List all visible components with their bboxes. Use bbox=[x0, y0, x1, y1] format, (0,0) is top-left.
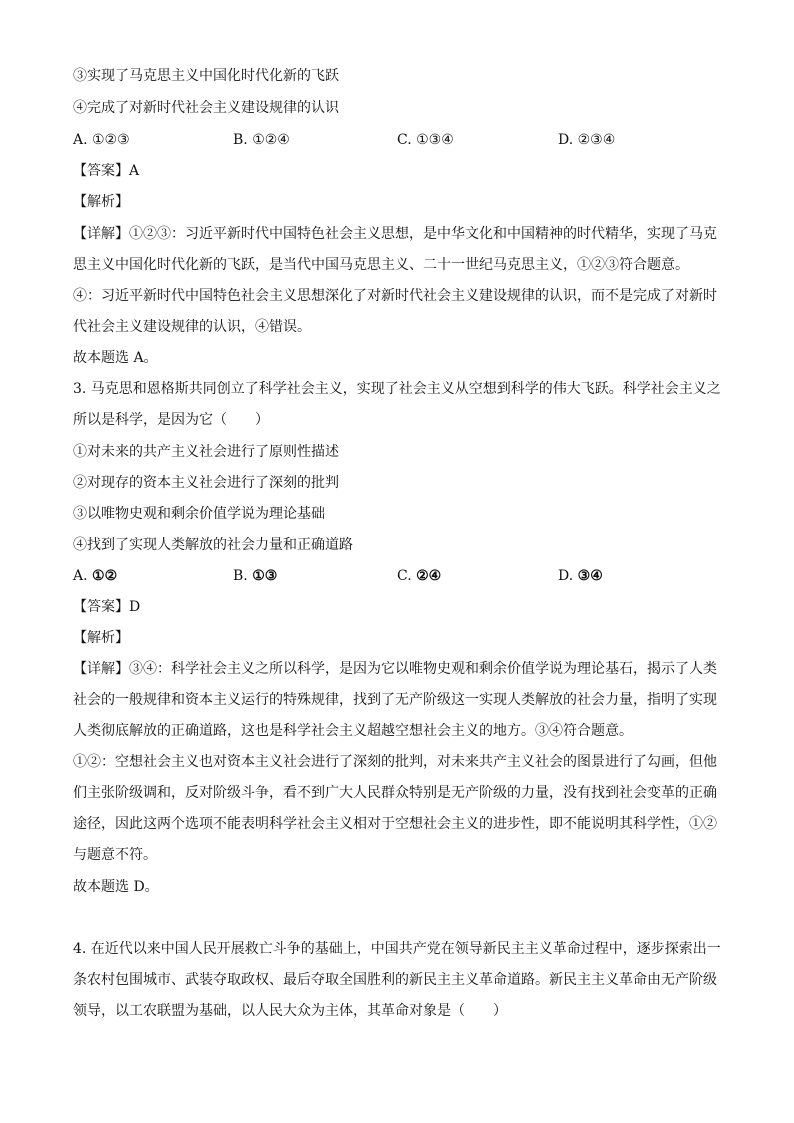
q3-detail-line: 们主张阶级调和，反对阶级斗争，看不到广大人民群众特别是无产阶级的力量，没有找到社会变革的正确 bbox=[73, 785, 717, 801]
q2-option-c: C. ①③④ bbox=[397, 132, 454, 148]
q2-detail-line: 代社会主义建设规律的认识，④错误。 bbox=[73, 319, 311, 335]
q2-detail-line: 【详解】①②③：习近平新时代中国特色社会主义思想，是中华文化和中国精神的时代精华，实现了马克 bbox=[73, 226, 717, 242]
q3-options bbox=[73, 566, 733, 586]
q3-detail-line: 【详解】③④：科学社会主义之所以科学，是因为它以唯物史观和剩余价值学说为理论基石，揭示了人类 bbox=[73, 661, 717, 677]
q3-stem-line: 所以是科学，是因为它（ ） bbox=[73, 412, 269, 428]
q2-detail-line: ④：习近平新时代中国特色社会主义思想深化了对新时代社会主义建设规律的认识，而不是完成了对新时 bbox=[73, 288, 717, 304]
q3-option-c: C. ②④ bbox=[397, 568, 442, 584]
q2-detail-line: 思主义中国化时代化新的飞跃，是当代中国马克思主义、二十一世纪马克思主义，①②③符合题意。 bbox=[73, 257, 689, 273]
q2-item-3: ③实现了马克思主义中国化时代化新的飞跃 bbox=[73, 68, 339, 84]
q3-option-b: B. ①③ bbox=[233, 568, 278, 584]
q3-option-d: D. ③④ bbox=[558, 568, 603, 584]
q3-item-2: ②对现存的资本主义社会进行了深刻的批判 bbox=[73, 475, 339, 491]
q3-option-a: A. ①② bbox=[73, 568, 118, 584]
q4-stem-line: 条农村包围城市、武装夺取政权、最后夺取全国胜利的新民主主义革命道路。新民主主义革命由无产阶级 bbox=[73, 972, 717, 988]
q4-stem-line: 4. 在近代以来中国人民开展救亡斗争的基础上，中国共产党在领导新民主主义革命过程中，逐步探索出一 bbox=[73, 941, 721, 957]
q2-option-b: B. ①②④ bbox=[233, 132, 290, 148]
q2-option-d: D. ②③④ bbox=[558, 132, 616, 148]
q3-answer: 【答案】D bbox=[73, 599, 141, 615]
q3-conclusion: 故本题选 D。 bbox=[73, 879, 159, 895]
q3-detail-line: 社会的一般规律和资本主义运行的特殊规律，找到了无产阶级这一实现人类解放的社会力量，指明了实现 bbox=[73, 692, 717, 708]
q3-analysis-heading: 【解析】 bbox=[73, 630, 129, 646]
q2-options bbox=[73, 130, 733, 150]
q4-stem-line: 领导，以工农联盟为基础，以人民大众为主体，其革命对象是（ ） bbox=[73, 1003, 507, 1019]
q3-item-3: ③以唯物史观和剩余价值学说为理论基础 bbox=[73, 506, 325, 522]
q3-detail-line: ①②：空想社会主义也对资本主义社会进行了深刻的批判，对未来共产主义社会的图景进行了勾画，但他 bbox=[73, 754, 717, 770]
q2-answer: 【答案】A bbox=[73, 163, 140, 179]
q2-option-a: A. ①②③ bbox=[73, 132, 130, 148]
q2-item-4: ④完成了对新时代社会主义建设规律的认识 bbox=[73, 100, 339, 116]
q3-detail-line: 途径，因此这两个选项不能表明科学社会主义相对于空想社会主义的进步性，即不能说明其科学性，①② bbox=[73, 816, 717, 832]
q3-item-4: ④找到了实现人类解放的社会力量和正确道路 bbox=[73, 537, 353, 553]
q2-conclusion: 故本题选 A。 bbox=[73, 350, 158, 366]
q2-analysis-heading: 【解析】 bbox=[73, 194, 129, 210]
q3-detail-line: 与题意不符。 bbox=[73, 847, 157, 863]
q3-detail-line: 人类彻底解放的正确道路，这也是科学社会主义超越空想社会主义的地方。③④符合题意。 bbox=[73, 723, 633, 739]
q3-item-1: ①对未来的共产主义社会进行了原则性描述 bbox=[73, 444, 339, 460]
q3-stem-line: 3. 马克思和恩格斯共同创立了科学社会主义，实现了社会主义从空想到科学的伟大飞跃。科学社会主义之 bbox=[73, 381, 721, 397]
